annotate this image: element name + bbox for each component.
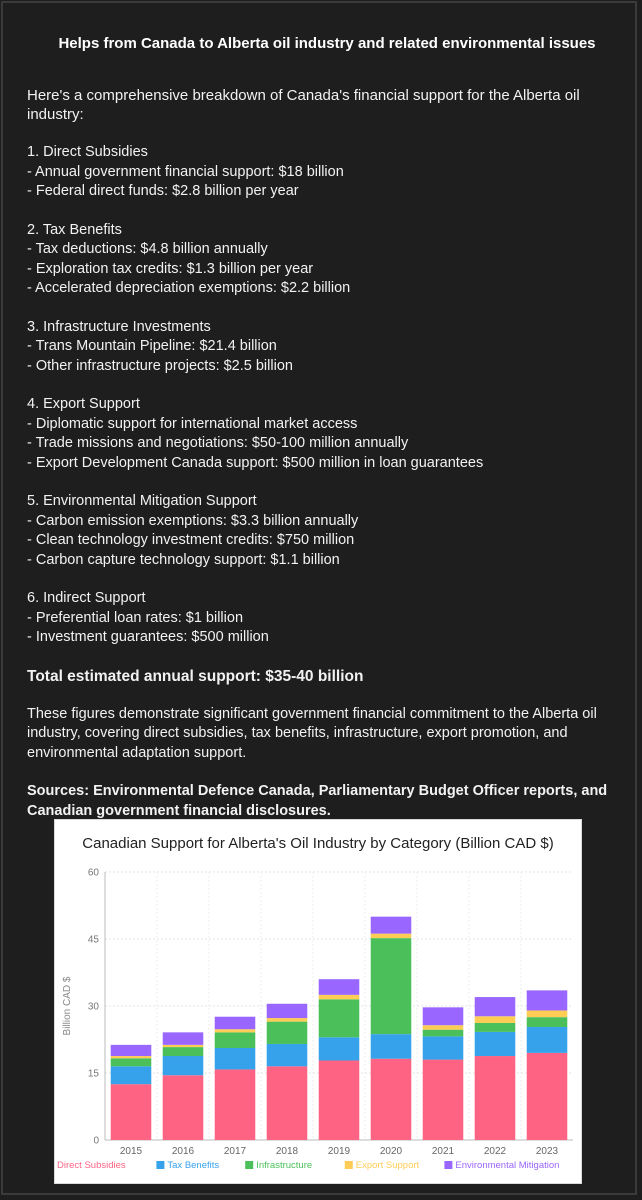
total-support: Total estimated annual support: $35-40 billion <box>27 667 364 685</box>
y-tick-label: 45 <box>87 934 99 946</box>
chart-canvas <box>55 820 581 1183</box>
bar-segment <box>267 1004 308 1018</box>
section-item: - Exploration tax credits: $1.3 billion per year <box>27 260 314 277</box>
legend-swatch <box>345 1161 353 1169</box>
x-tick-label: 2021 <box>431 1146 455 1157</box>
legend-swatch <box>444 1161 452 1169</box>
section-heading: 4. Export Support <box>27 396 140 412</box>
document-content <box>27 31 627 821</box>
y-tick-label: 15 <box>87 1068 99 1080</box>
bar-segment <box>215 1029 256 1032</box>
section-item: - Federal direct funds: $2.8 billion per year <box>27 183 299 199</box>
legend-label: Environmental Mitigation <box>455 1160 560 1171</box>
bar-segment <box>527 990 568 1010</box>
bar-segment <box>267 1044 308 1066</box>
section-item: - Export Development Canada support: $500 million in loan guarantees <box>27 454 484 471</box>
x-tick-label: 2017 <box>223 1146 247 1157</box>
section-heading: 5. Environmental Mitigation Support <box>27 493 257 509</box>
x-tick-label: 2016 <box>171 1146 195 1157</box>
y-tick-label: 30 <box>87 1001 99 1013</box>
section-item: - Preferential loan rates: $1 billion <box>27 609 244 626</box>
section <box>27 589 627 648</box>
section-item: - Diplomatic support for international market access <box>27 415 358 432</box>
section-item: - Clean technology investment credits: $750 million <box>27 532 355 548</box>
bar-segment <box>423 1025 464 1029</box>
bar-segment <box>371 917 412 934</box>
x-tick-label: 2023 <box>535 1146 559 1157</box>
bar-segment <box>267 1066 308 1140</box>
document-title: Helps from Canada to Alberta oil industry and related environmental issues <box>58 35 596 52</box>
legend-label: Direct Subsidies <box>57 1160 126 1171</box>
legend-label: Tax Benefits <box>167 1160 220 1171</box>
bar-segment <box>111 1058 152 1066</box>
bar-segment <box>267 1022 308 1044</box>
section-item: - Accelerated depreciation exemptions: $2.2 billion <box>27 280 351 296</box>
bar-segment <box>527 1027 568 1053</box>
section-item: - Annual government financial support: $18 billion <box>27 163 344 180</box>
bar-segment <box>371 938 412 1034</box>
bar-segment <box>319 1060 360 1140</box>
bar-segment <box>215 1032 256 1048</box>
section <box>27 143 627 202</box>
bar-segment <box>111 1056 152 1058</box>
bar-segment <box>111 1066 152 1084</box>
x-tick-label: 2022 <box>483 1146 507 1157</box>
bar-segment <box>423 1060 464 1140</box>
section-item: - Carbon capture technology support: $1.1 billion <box>27 551 340 568</box>
sources-note: Sources: Environmental Defence Canada, Parliamentary Budget Officer reports, and Canadian government financial disclosures. <box>27 783 608 819</box>
y-axis-label: Billion CAD $ <box>62 976 73 1036</box>
bar-segment <box>475 1032 516 1056</box>
section <box>27 221 627 299</box>
section-item: - Trans Mountain Pipeline: $21.4 billion <box>27 338 277 354</box>
bar-segment <box>163 1047 204 1056</box>
bar-segment <box>267 1018 308 1022</box>
bar-segment <box>371 1034 412 1059</box>
bar-segment <box>423 1007 464 1025</box>
bar-segment <box>215 1048 256 1069</box>
bar-segment <box>319 995 360 999</box>
section <box>27 318 627 377</box>
section <box>27 492 627 570</box>
section-heading: 2. Tax Benefits <box>27 221 122 238</box>
bar-segment <box>475 1056 516 1140</box>
y-tick-label: 60 <box>87 867 99 879</box>
legend-label: Export Support <box>355 1160 420 1171</box>
summary-paragraph: These figures demonstrate significant government financial commitment to the Alberta oil industry, covering direct subsidies, tax benefits, infrastructure, export promotion, and environmental adaptation support. <box>27 705 597 761</box>
bar-segment <box>527 1017 568 1027</box>
y-tick-label: 0 <box>93 1135 99 1147</box>
chart-title: Canadian Support for Alberta's Oil Industry by Category (Billion CAD $) <box>82 835 554 852</box>
bar-segment <box>527 1053 568 1140</box>
bar-segment <box>423 1036 464 1059</box>
bar-segment <box>475 1023 516 1032</box>
bar-segment <box>163 1056 204 1075</box>
bar-segment <box>163 1032 204 1045</box>
bar-segment <box>319 999 360 1037</box>
bar-segment <box>475 997 516 1016</box>
section-heading: 3. Infrastructure Investments <box>27 318 211 335</box>
legend-label: Infrastructure <box>256 1160 313 1171</box>
legend-swatch <box>245 1161 253 1169</box>
x-tick-label: 2020 <box>379 1146 403 1157</box>
section-heading: 6. Indirect Support <box>27 590 146 606</box>
x-tick-label: 2019 <box>327 1146 351 1157</box>
bar-segment <box>111 1084 152 1140</box>
bar-segment <box>111 1045 152 1056</box>
x-tick-label: 2018 <box>275 1146 299 1157</box>
bar-segment <box>319 979 360 995</box>
bar-segment <box>475 1016 516 1023</box>
bar-segment <box>215 1017 256 1030</box>
x-tick-label: 2015 <box>119 1146 143 1157</box>
section <box>27 395 627 473</box>
stacked-bar-chart <box>54 819 582 1184</box>
legend-swatch <box>156 1161 164 1169</box>
section-item: - Carbon emission exemptions: $3.3 billion annually <box>27 512 359 529</box>
bar-segment <box>215 1069 256 1140</box>
bar-segment <box>527 1010 568 1017</box>
bar-segment <box>319 1037 360 1060</box>
bar-segment <box>423 1030 464 1037</box>
section-item: - Other infrastructure projects: $2.5 billion <box>27 357 293 374</box>
bar-segment <box>163 1075 204 1140</box>
section-item: - Trade missions and negotiations: $50-100 million annually <box>27 435 409 451</box>
section-item: - Investment guarantees: $500 million <box>27 629 269 645</box>
section-heading: 1. Direct Subsidies <box>27 144 148 160</box>
sections-list <box>27 143 627 648</box>
section-item: - Tax deductions: $4.8 billion annually <box>27 241 268 257</box>
bar-segment <box>163 1045 204 1047</box>
bar-segment <box>371 1059 412 1140</box>
document-frame <box>1 1 637 1195</box>
bar-segment <box>371 934 412 938</box>
intro-text: Here's a comprehensive breakdown of Canada's financial support for the Alberta oil industry: <box>27 87 580 123</box>
